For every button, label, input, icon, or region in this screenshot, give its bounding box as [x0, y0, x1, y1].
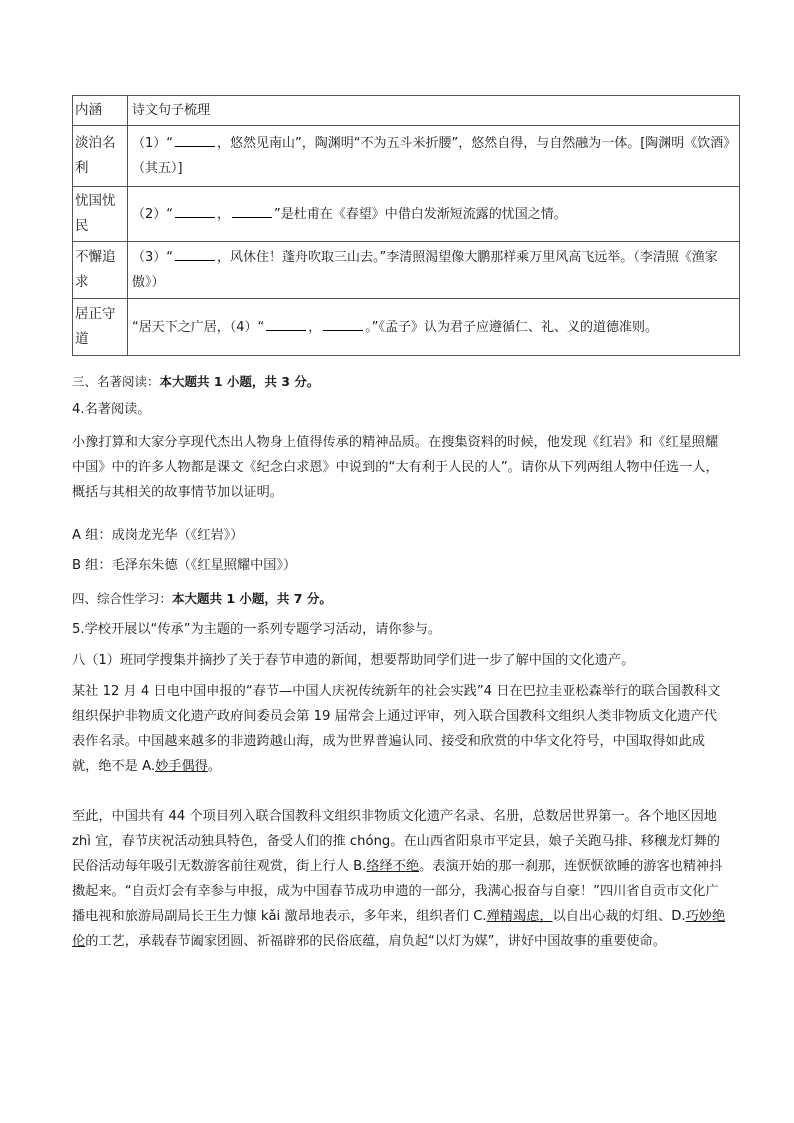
group-a-block	[72, 523, 727, 548]
poetry-table	[72, 95, 740, 356]
row-content: （2）“ ， ”是杜甫在《春望》中借白发渐短流露的忧国之情。	[128, 187, 740, 242]
answer-blank[interactable]	[266, 316, 306, 331]
answer-blank[interactable]	[175, 203, 215, 218]
section-3-title: 三、名著阅读：本大题共 1 小题，共 3 分。	[72, 374, 320, 389]
question-5-title: 5.学校开展以“传承”为主题的一系列专题学习活动，请你参与。	[72, 622, 442, 637]
section-4	[72, 586, 727, 611]
underlined-idiom-c: 殚精竭虑，	[486, 909, 553, 924]
header-cell-meaning: 内涵	[73, 96, 128, 126]
answer-blank[interactable]	[232, 203, 272, 218]
class-intro: 八（1）班同学搜集并摘抄了关于春节申遗的新闻，想要帮助同学们进一步了解中国的文化遗产。	[72, 653, 635, 668]
row-label: 不懈追求	[73, 242, 128, 299]
table-row	[73, 299, 740, 356]
question-4	[72, 397, 727, 422]
underlined-idiom-d: 巧妙绝伦	[72, 909, 726, 949]
class-intro-block	[72, 648, 727, 673]
news-paragraph-2: 至此，中国共有 44 个项目列入联合国教科文组织非物质文化遗产名录、名册，总数居世界第一。各个地区因地 zhì 宜，春节庆祝活动独具特色，备受人们的推 chóng。在山西省阳泉市平定县，娘子关跑马排、移穰龙灯舞的民俗活动每年吸引无数游客前往观赏，街上行人 B.络绎不绝。表演开始的那一刹那，连恹恹欲睡的游客也精神抖擞起来。“自贡灯会有幸参与申报，成为中国春节成功申遗的一部分，我满心报奋与自豪！”四川省自贡市文化广播电视和旅游局副局长王生力慷 kǎi 激昂地表示，多年来，组织者们 C.殚精竭虑，以自出心裁的灯组、D.巧妙绝伦的工艺，承载春节阖家团圆、祈福辟邪的民俗底蕴，肩负起“以灯为媒”，讲好中国故事的重要使命。	[72, 809, 726, 949]
group-a: A 组：成岗龙光华（《红岩》）	[72, 528, 244, 543]
header-cell-sentences: 诗文句子梳理	[128, 96, 740, 126]
row-label: 忧国忧民	[73, 187, 128, 242]
underlined-idiom-b: 络绎不绝	[366, 859, 420, 874]
row-label: 淡泊名利	[73, 126, 128, 187]
group-b-block	[72, 553, 727, 578]
section-4-title: 四、综合性学习：本大题共 1 小题，共 7 分。	[72, 591, 332, 606]
question-5	[72, 617, 727, 642]
answer-blank[interactable]	[175, 246, 215, 261]
answer-blank[interactable]	[323, 316, 363, 331]
table-header-row	[73, 96, 740, 126]
answer-blank[interactable]	[175, 132, 215, 147]
group-b: B 组：毛泽东朱德（《红星照耀中国》）	[72, 558, 297, 573]
row-content: （3）“ ，风休住！蓬舟吹取三山去。”李清照渴望像大鹏那样乘万里风高飞远举。（李清照《渔家傲》）	[128, 242, 740, 299]
table-row	[73, 187, 740, 242]
row-content: （1）“ ，悠然见南山”，陶渊明“不为五斗米折腰”，悠然自得，与自然融为一体。[陶渊明《饮酒》（其五）]	[128, 126, 740, 187]
question-4-body: 小豫打算和大家分享现代杰出人物身上值得传承的精神品质。在搜集资料的时候，他发现《红岩》和《红星照耀中国》中的许多人物都是课文《纪念白求恩》中说到的“大有利于人民的人”。请你从下列两组人物中任选一人，概括与其相关的故事情节加以证明。	[72, 435, 719, 500]
news-paragraph-2-block	[72, 804, 727, 954]
underlined-idiom-a: 妙手偶得	[155, 759, 208, 774]
question-4-body-block	[72, 430, 727, 505]
table-row	[73, 126, 740, 187]
row-content: “居天下之广居，（4）“ ， 。”《孟子》认为君子应遵循仁、礼、义的道德准则。	[128, 299, 740, 356]
news-paragraph-1-block	[72, 679, 727, 779]
question-4-title: 4.名著阅读。	[72, 402, 151, 417]
section-3	[72, 369, 727, 394]
news-paragraph-1: 某社 12 月 4 日电中国申报的“春节—中国人庆祝传统新年的社会实践”4 日在巴拉圭亚松森举行的联合国教科文组织保护非物质文化遗产政府间委员会第 19 届常会上通过评审，列入联合国教科文组织人类非物质文化遗产代表作名录。中国越来越多的非遗跨越山海，成为世界普遍认同、接受和欣赏的中华文化符号，中国取得如此成就，绝不是 A.妙手偶得。	[72, 684, 721, 774]
row-label: 居正守道	[73, 299, 128, 356]
table-row	[73, 242, 740, 299]
